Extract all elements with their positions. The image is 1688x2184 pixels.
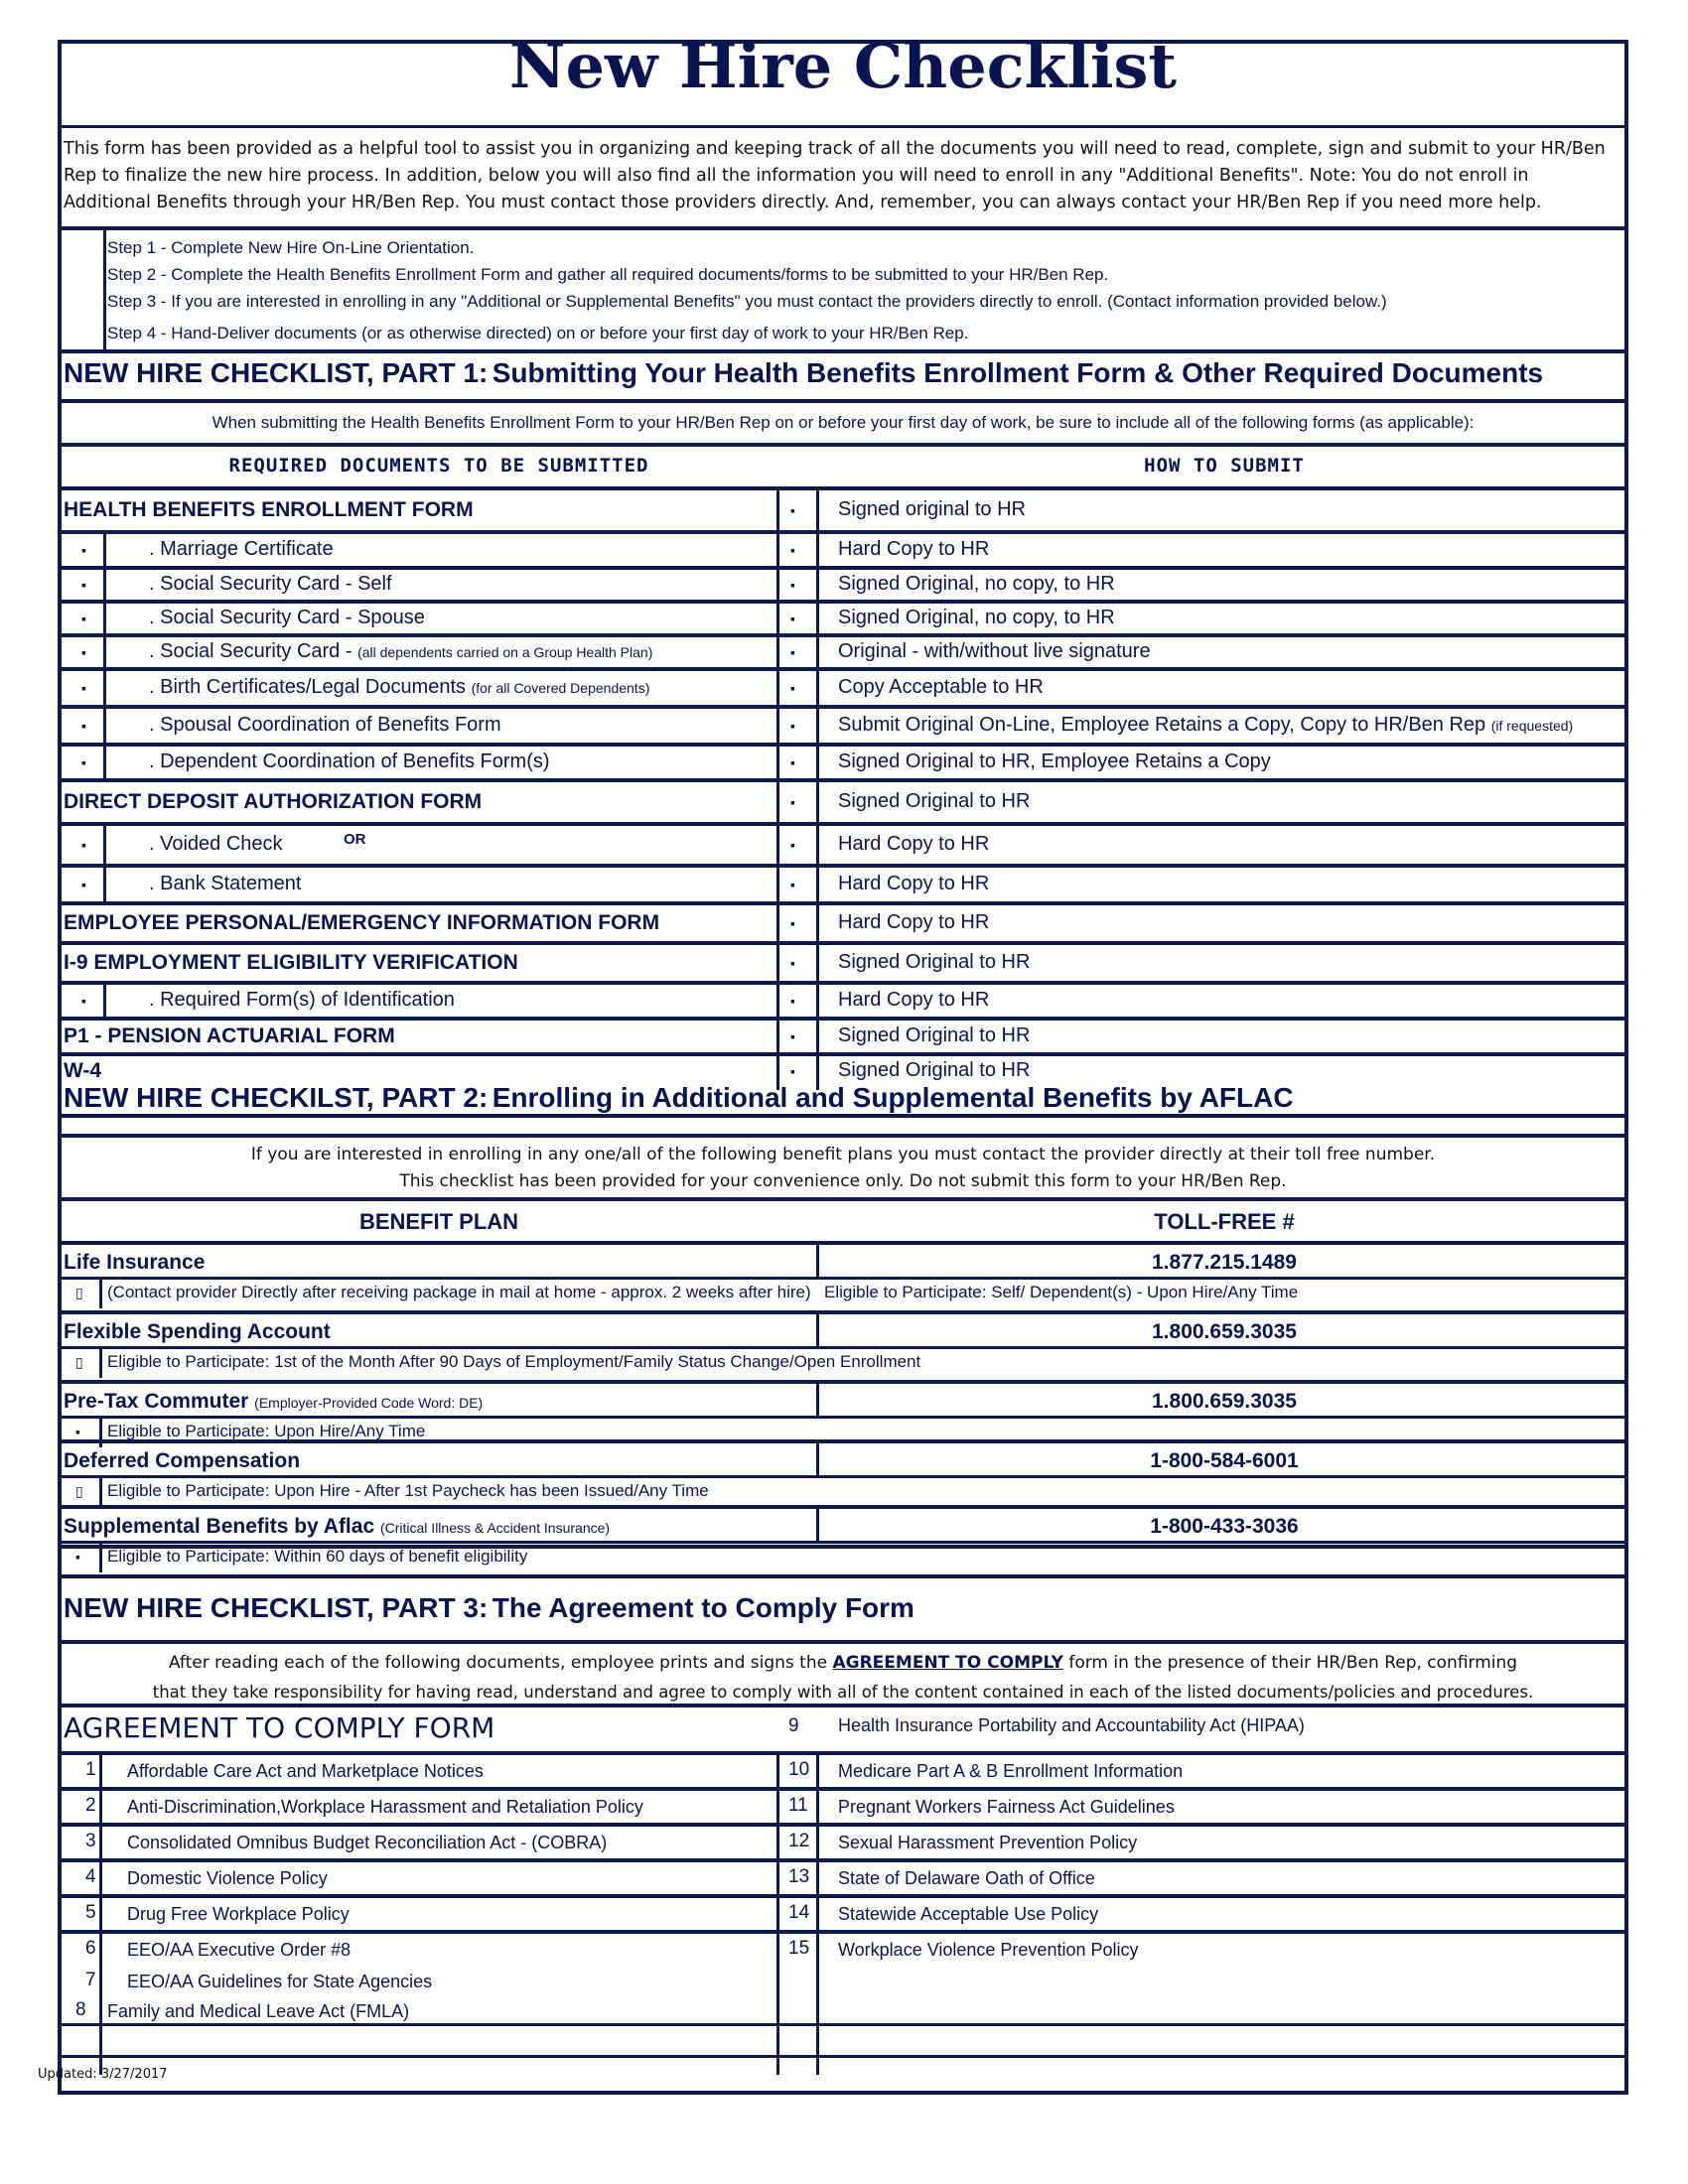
- document-label: . Marriage Certificate: [149, 538, 334, 560]
- agreement-item-label: Pregnant Workers Fairness Act Guidelines: [838, 1797, 1175, 1817]
- agreement-item-label: Domestic Violence Policy: [127, 1868, 328, 1888]
- item-number: 7: [85, 1970, 96, 1990]
- document-label: . Spousal Coordination of Benefits Form: [149, 714, 501, 736]
- how-to-submit-value: Signed Original to HR: [838, 951, 1031, 973]
- document-label: . Social Security Card - Spouse: [149, 607, 425, 628]
- section-label: HEALTH BENEFITS ENROLLMENT FORM: [64, 498, 474, 521]
- part2-note-line2: This checklist has been provided for your convenience only. Do not submit this form to your HR/Ben Rep.: [399, 1171, 1287, 1191]
- how-to-submit-value: Hard Copy to HR: [838, 911, 990, 933]
- checkbox-bullet[interactable]: ▪: [790, 1063, 795, 1079]
- agreement-item-label: Drug Free Workplace Policy: [127, 1904, 350, 1924]
- checkbox-bullet[interactable]: ▪: [790, 644, 795, 660]
- checkbox-bullet[interactable]: ▪: [81, 993, 86, 1009]
- part3-note-start: After reading each of the following documents, employee prints and signs the: [168, 1653, 833, 1673]
- document-item-row: [62, 600, 1624, 633]
- plan-eligibility: Eligible to Participate: Within 60 days of benefit eligibility: [107, 1547, 528, 1566]
- how-to-submit-value: Copy Acceptable to HR: [838, 676, 1044, 698]
- agreement-item-label: Workplace Violence Prevention Policy: [838, 1940, 1139, 1960]
- steps-box: [62, 226, 1624, 349]
- checkbox-bullet[interactable]: ▪: [81, 877, 86, 892]
- agreement-item-label: Family and Medical Leave Act (FMLA): [107, 2001, 410, 2021]
- toll-free-header: TOLL-FREE #: [1154, 1209, 1295, 1234]
- plan-checkbox[interactable]: ▯: [75, 1354, 83, 1370]
- item-number: 13: [788, 1866, 810, 1887]
- plan-name: Flexible Spending Account: [64, 1320, 331, 1343]
- item-number: 6: [85, 1938, 96, 1959]
- section-label: W-4: [64, 1059, 102, 1082]
- part1-note: When submitting the Health Benefits Enrollment Form to your HR/Ben Rep on or before your first day of work, be sure to include all of the following forms (as applicable):: [62, 399, 1624, 443]
- how-to-submit-header: HOW TO SUBMIT: [1144, 455, 1305, 477]
- part2-note-line1: If you are interested in enrolling in any one/all of the following benefit plans you must contact the provider directly at their toll free number.: [250, 1145, 1436, 1164]
- agreement-item-label: Consolidated Omnibus Budget Reconciliation Act - (COBRA): [127, 1833, 608, 1852]
- part1-heading: NEW HIRE CHECKLIST, PART 1:: [64, 357, 489, 388]
- how-to-submit-value: Original - with/without live signature: [838, 640, 1151, 662]
- agreement-row: [62, 1751, 1624, 1787]
- benefit-plan-row: [62, 1241, 1624, 1310]
- part1-subheading: Submitting Your Health Benefits Enrollment Form & Other Required Documents: [492, 357, 1544, 388]
- plan-phone: 1.800.659.3035: [1152, 1320, 1297, 1343]
- agreement-row: [62, 1894, 1624, 1930]
- benefit-plan-row: [62, 1505, 1624, 1574]
- item-number: 8: [75, 1999, 86, 2020]
- plan-name: Supplemental Benefits by Aflac (Critical Illness & Accident Insurance): [64, 1515, 611, 1538]
- how-to-submit-value: Signed Original, no copy, to HR: [838, 607, 1115, 628]
- intro-box: [62, 125, 1624, 224]
- item-number: 4: [85, 1866, 96, 1887]
- checklist-form: New Hire Checklist This form has been provided as a helpful tool to assist you in organizing and keeping track of all the documents you will need to read, complete, sign and submit to your HR/Ben Rep to finalize the new hire process. In addition, below you will also find all the information you will need to enroll in any "Additional Benefits". Note: You do not enroll in Additional Benefits through your HR/Ben Rep. You must contact those providers directly. And, remember, you can always contact your HR/Ben Rep if you need more help. Step 1 - Complete New Hire On-Line Orientation. Step 2 - Complete the Health Benefits Enrollment Form and gather all required documents/forms to be submitted to your HR/Ben Rep. Step 3 - If you are interested in enrolling in any "Additional or Supplemental Benefits" you must contact the providers directly to enroll. (Contact information provided below.) Step 4 - Hand-Deliver documents (or as otherwise directed) on or before your first day of work to your HR/Ben Rep. NEW HIRE CHECKLIST, PART 1: Submitting Your Health Benefits Enrollment Form & Other Required Documents When submitting the Health Benefits Enrollment Form to your HR/Ben Rep on or before your first day of work, be sure to include all of the following forms (as applicable): REQUIRED DOCUMENTS TO BE SUBMITTED HOW TO SUBMIT HEALTH BENEFITS ENROLLMENT FORM ▪ Signed original to HR ▪ . Marriage Certificate ▪ Hard Copy to HR ▪ . Social Security Card - Self ▪ Signed Original, no copy, to HR ▪ . Social Security Card - Spouse ▪ Signed Original, no copy, to HR ▪ . Social Security Card - (all dependents carried on a Group Health Plan) ▪ Original - with/without live signature ▪ . Birth Certificates/Legal Documents (for all Covered Dependents) ▪ Copy Acceptable to HR ▪ . Spousal Coordination of Benefits Form ▪ Submit Original On-Line, Employee Retains a Copy, Copy to HR/Ben Rep (if requested) ▪ . Dependent Coordination of Benefits Form(s) ▪ Signed Original to HR, Employee Retains a Copy DIRECT DEPOSIT AUTHORIZATION FORM ▪ Signed Original to HR ▪ . Voided Check ▪ Hard Copy to HR OR ▪ . Bank Statement ▪ Hard Copy to HR EMPLOYEE PERSONAL/EMERGENCY INFORMATION FORM ▪ Hard Copy to HR I-9 EMPLOYMENT ELIGIBILITY VERIFICATION ▪ Signed Original to HR ▪ . Required Form(s) of Identification ▪ Hard Copy to HR P1 - PENSION ACTUARIAL FORM ▪ Signed Original to HR W-4 ▪ Signed Original to HR NEW HIRE CHECKILST, PART 2: Enrolling in Additional and Supplemental Benefits by AFLAC If you are interested in enrolling in any one/all of the following benefit plans you must contact the provider directly at their toll free number. This checklist has been provided for your convenience only. Do not submit this form to your HR/Ben Rep. BENEFIT PLAN TOLL-FREE # Life Insurance 1.877.215.1489 ▯ (Contact provider Directly after receiving package in mail at home - approx. 2 weeks after hire) Eligible to Participate: Self/ Dependent(s) - Upon Hire/Any Time Flexible Spending Account 1.800.659.3035 ▯ Eligible to Participate: 1st of the Month After 90 Days of Employment/Family Status Change/Open Enrollment Pre-Tax Commuter (Employer-Provided Code Word: DE) 1.800.659.3035 ▪ Eligible to Participate: Upon Hire/Any Time Deferred Compensation 1-800-584-6001 ▯ Eligible to Participate: Upon Hire - After 1st Paycheck has been Issued/Any Time Supplemental Benefits by Aflac (Critical Illness & Accident Insurance) 1-800-433-3036 ▪ Eligible to Participate: Within 60 days of benefit eligibility NEW HIRE CHECKLIST, PART 3: The Agreement to Comply Form After reading each of the following documents, employee prints and signs the AGREEMENT TO COMPLY form in the presence of their HR/Ben Rep, confirming that they take responsibility for having read, understand and agree to comply with all of the content contained in each of the listed documents/policies and procedures. AGREEMENT TO COMPLY FORM 9 Health Insurance Portability and Accountability Act (HIPAA) 1 Affordable Care Act and Marketplace Notices 10 Medicare Part A & B Enrollment Information 2 Anti-Discrimination,Workplace Harassment and Retaliation Policy 11 Pregnant Workers Fairness Act Guidelines 3 Consolidated Omnibus Budget Reconciliation Act - (COBRA) 12 Sexual Harassment Prevention Policy 4 Domestic Violence Policy 13 State of Delaware Oath of Office 5 Drug Free Workplace Policy 14 Statewide Acceptable Use Policy 6 EEO/AA Executive Order #8 15 Workplace Violence Prevention Policy 7 EEO/AA Guidelines for State Agencies 8 Family and Medical Leave Act (FMLA): [58, 40, 1628, 2095]
- step-3: Step 3 - If you are interested in enrolling in any "Additional or Supplemental Benefits" you must contact the providers directly to enroll. (Contact information provided below.): [107, 292, 1387, 311]
- checkbox-bullet[interactable]: ▪: [790, 754, 795, 770]
- checkbox-bullet[interactable]: ▪: [790, 877, 795, 892]
- checkbox-bullet[interactable]: ▪: [790, 577, 795, 593]
- plan-phone: 1-800-433-3036: [1150, 1515, 1299, 1538]
- checkbox-bullet[interactable]: ▪: [790, 680, 795, 696]
- plan-eligibility: Eligible to Participate: Upon Hire/Any Time: [107, 1422, 426, 1440]
- plan-eligibility-right: Eligible to Participate: Self/ Dependent(s) - Upon Hire/Any Time: [824, 1283, 1299, 1301]
- plan-name: Life Insurance: [64, 1251, 206, 1274]
- updated-date: Updated: 3/27/2017: [38, 2067, 168, 2082]
- agreement-row: [62, 1787, 1624, 1823]
- checkbox-bullet[interactable]: ▪: [790, 915, 795, 931]
- agreement-item-label: State of Delaware Oath of Office: [838, 1868, 1095, 1888]
- agreement-row: [62, 1823, 1624, 1858]
- document-item-row: [62, 705, 1624, 743]
- agreement-item-label: EEO/AA Executive Order #8: [127, 1940, 352, 1960]
- plan-phone: 1.877.215.1489: [1152, 1251, 1297, 1274]
- part3-note: [62, 1640, 1624, 1704]
- section-label: P1 - PENSION ACTUARIAL FORM: [64, 1024, 395, 1047]
- document-item-row: [62, 530, 1624, 566]
- document-section-row: [62, 778, 1624, 822]
- checkbox-bullet[interactable]: ▪: [81, 718, 86, 734]
- section-label: I-9 EMPLOYMENT ELIGIBILITY VERIFICATION: [64, 951, 518, 974]
- checkbox-bullet[interactable]: ▪: [81, 577, 86, 593]
- part3-heading: NEW HIRE CHECKLIST, PART 3:: [64, 1592, 489, 1623]
- how-to-submit-value: Signed original to HR: [838, 498, 1026, 520]
- document-label: . Required Form(s) of Identification: [149, 989, 455, 1011]
- checkbox-bullet[interactable]: ▪: [790, 993, 795, 1009]
- part2-heading: NEW HIRE CHECKILST, PART 2:: [64, 1082, 489, 1113]
- document-section-row: [62, 1017, 1624, 1052]
- document-label: . Bank Statement: [149, 873, 302, 894]
- step-1: Step 1 - Complete New Hire On-Line Orientation.: [107, 238, 475, 257]
- step-4: Step 4 - Hand-Deliver documents (or as otherwise directed) on or before your first day of work to your HR/Ben Rep.: [107, 324, 969, 342]
- item-number: 11: [788, 1795, 808, 1816]
- item-number: 15: [788, 1938, 810, 1959]
- plan-checkbox[interactable]: ▪: [75, 1549, 80, 1565]
- agreement-item-label: Affordable Care Act and Marketplace Notices: [127, 1761, 484, 1781]
- checkbox-bullet[interactable]: ▪: [790, 718, 795, 734]
- document-item-row: [62, 633, 1624, 667]
- item-number: 2: [85, 1795, 96, 1816]
- document-label: . Social Security Card - (all dependents carried on a Group Health Plan): [149, 640, 653, 662]
- how-to-submit-value: Hard Copy to HR: [838, 538, 990, 560]
- document-item-row: [62, 822, 1624, 864]
- section-label: EMPLOYEE PERSONAL/EMERGENCY INFORMATION FORM: [64, 911, 660, 934]
- plan-checkbox[interactable]: ▯: [75, 1483, 83, 1499]
- plan-eligibility: Eligible to Participate: 1st of the Month After 90 Days of Employment/Family Status Change/Open Enrollment: [107, 1352, 921, 1371]
- plan-phone: 1-800-584-6001: [1150, 1449, 1299, 1472]
- plan-name: Deferred Compensation: [64, 1449, 301, 1472]
- step-2: Step 2 - Complete the Health Benefits Enrollment Form and gather all required documents/forms to be submitted to your HR/Ben Rep.: [107, 265, 1109, 284]
- document-item-row: [62, 667, 1624, 705]
- item-number: 1: [85, 1759, 96, 1780]
- how-to-submit-value: Signed Original to HR: [838, 1059, 1031, 1081]
- benefit-plan-row: [62, 1310, 1624, 1380]
- agreement-row: [62, 1930, 1624, 1966]
- part1-column-headers: [62, 443, 1624, 484]
- how-to-submit-value: Submit Original On-Line, Employee Retains a Copy, Copy to HR/Ben Rep (if requested): [838, 714, 1574, 736]
- document-label: . Voided Check: [149, 833, 283, 855]
- part3-note-line2: that they take responsibility for having read, understand and agree to comply with all of the content contained in each of the listed documents/policies and procedures.: [152, 1683, 1534, 1702]
- agreement-item-label: EEO/AA Guidelines for State Agencies: [127, 1972, 433, 1991]
- plan-name: Pre-Tax Commuter (Employer-Provided Code Word: DE): [64, 1390, 484, 1413]
- document-item-row: [62, 864, 1624, 901]
- item-number: 10: [788, 1759, 810, 1780]
- how-to-submit-value: Signed Original to HR, Employee Retains a Copy: [838, 751, 1271, 772]
- how-to-submit-value: Hard Copy to HR: [838, 873, 990, 894]
- how-to-submit-value: Signed Original to HR: [838, 1024, 1031, 1046]
- document-label: . Birth Certificates/Legal Documents (for all Covered Dependents): [149, 676, 650, 698]
- item-number: 5: [85, 1902, 96, 1923]
- how-to-submit-value: Hard Copy to HR: [838, 989, 990, 1011]
- benefit-plan-row: [62, 1439, 1624, 1509]
- part3-header: [62, 1574, 1624, 1640]
- agreement-row: [62, 1858, 1624, 1894]
- checkbox-bullet[interactable]: ▪: [790, 542, 795, 558]
- document-item-row: [62, 566, 1624, 600]
- plan-eligibility: (Contact provider Directly after receiving package in mail at home - approx. 2 weeks after hire): [107, 1283, 811, 1301]
- checkbox-bullet[interactable]: ▪: [790, 794, 795, 810]
- or-label: OR: [344, 831, 366, 848]
- section-label: DIRECT DEPOSIT AUTHORIZATION FORM: [64, 790, 483, 813]
- how-to-submit-value: Signed Original, no copy, to HR: [838, 573, 1115, 595]
- checkbox-bullet[interactable]: ▪: [790, 1028, 795, 1044]
- checkbox-bullet[interactable]: ▪: [81, 542, 86, 558]
- checkbox-bullet[interactable]: ▪: [790, 955, 795, 971]
- plan-phone: 1.800.659.3035: [1152, 1390, 1297, 1413]
- part2-note: [62, 1134, 1624, 1197]
- how-to-submit-value: Signed Original to HR: [838, 790, 1031, 812]
- plan-checkbox[interactable]: ▪: [75, 1424, 80, 1439]
- checkbox-bullet[interactable]: ▪: [81, 680, 86, 696]
- agreement-item-label: Anti-Discrimination,Workplace Harassment and Retaliation Policy: [127, 1797, 643, 1817]
- checkbox-bullet[interactable]: ▪: [790, 611, 795, 626]
- agreement-to-comply-link[interactable]: AGREEMENT TO COMPLY: [832, 1653, 1063, 1673]
- steps-list: [107, 234, 1387, 346]
- document-section-row: [62, 941, 1624, 981]
- part3-note-end: form in the presence of their HR/Ben Rep, confirming: [1062, 1653, 1518, 1673]
- checkbox-bullet[interactable]: ▪: [81, 644, 86, 660]
- how-to-submit-value: Hard Copy to HR: [838, 833, 990, 855]
- document-label: . Dependent Coordination of Benefits Form(s): [149, 751, 550, 772]
- required-documents-header: REQUIRED DOCUMENTS TO BE SUBMITTED: [228, 455, 649, 477]
- plan-eligibility: Eligible to Participate: Upon Hire - After 1st Paycheck has been Issued/Any Time: [107, 1481, 709, 1500]
- agreement-item-label: Medicare Part A & B Enrollment Information: [838, 1761, 1184, 1781]
- checkbox-bullet[interactable]: ▪: [81, 837, 86, 853]
- document-label: . Social Security Card - Self: [149, 573, 392, 595]
- part2-subheading: Enrolling in Additional and Supplemental Benefits by AFLAC: [492, 1082, 1294, 1113]
- checkbox-bullet[interactable]: ▪: [790, 502, 795, 518]
- checkbox-bullet[interactable]: ▪: [790, 837, 795, 853]
- part3-subheading: The Agreement to Comply Form: [492, 1592, 914, 1623]
- checkbox-bullet[interactable]: ▪: [81, 754, 86, 770]
- document-section-row: [62, 486, 1624, 530]
- intro-text: This form has been provided as a helpful tool to assist you in organizing and keeping track of all the documents you will need to read, complete, sign and submit to your HR/Ben Rep to finalize the new hire process. In addition, below you will also find all the information you will need to enroll in any "Additional Benefits". Note: You do not enroll in Additional Benefits through your HR/Ben Rep. You must contact those providers directly. And, remember, you can always contact your HR/Ben Rep if you need more help.: [64, 139, 1606, 212]
- agreement-form-title: AGREEMENT TO COMPLY FORM: [64, 1711, 495, 1744]
- document-section-row: [62, 901, 1624, 941]
- benefit-plan-header: BENEFIT PLAN: [358, 1209, 519, 1234]
- part1-header: [62, 349, 1624, 397]
- page-title: New Hire Checklist: [508, 30, 1178, 102]
- agreement-item-label: Statewide Acceptable Use Policy: [838, 1904, 1099, 1924]
- document-item-row: [62, 743, 1624, 778]
- document-item-row: [62, 981, 1624, 1017]
- item-number: 14: [788, 1902, 810, 1923]
- item-number: 12: [788, 1831, 810, 1851]
- item-number: 3: [85, 1831, 96, 1851]
- agreement-item-label: Sexual Harassment Prevention Policy: [838, 1833, 1138, 1852]
- plan-checkbox[interactable]: ▯: [75, 1285, 83, 1300]
- part2-column-headers: [62, 1197, 1624, 1241]
- checkbox-bullet[interactable]: ▪: [81, 611, 86, 626]
